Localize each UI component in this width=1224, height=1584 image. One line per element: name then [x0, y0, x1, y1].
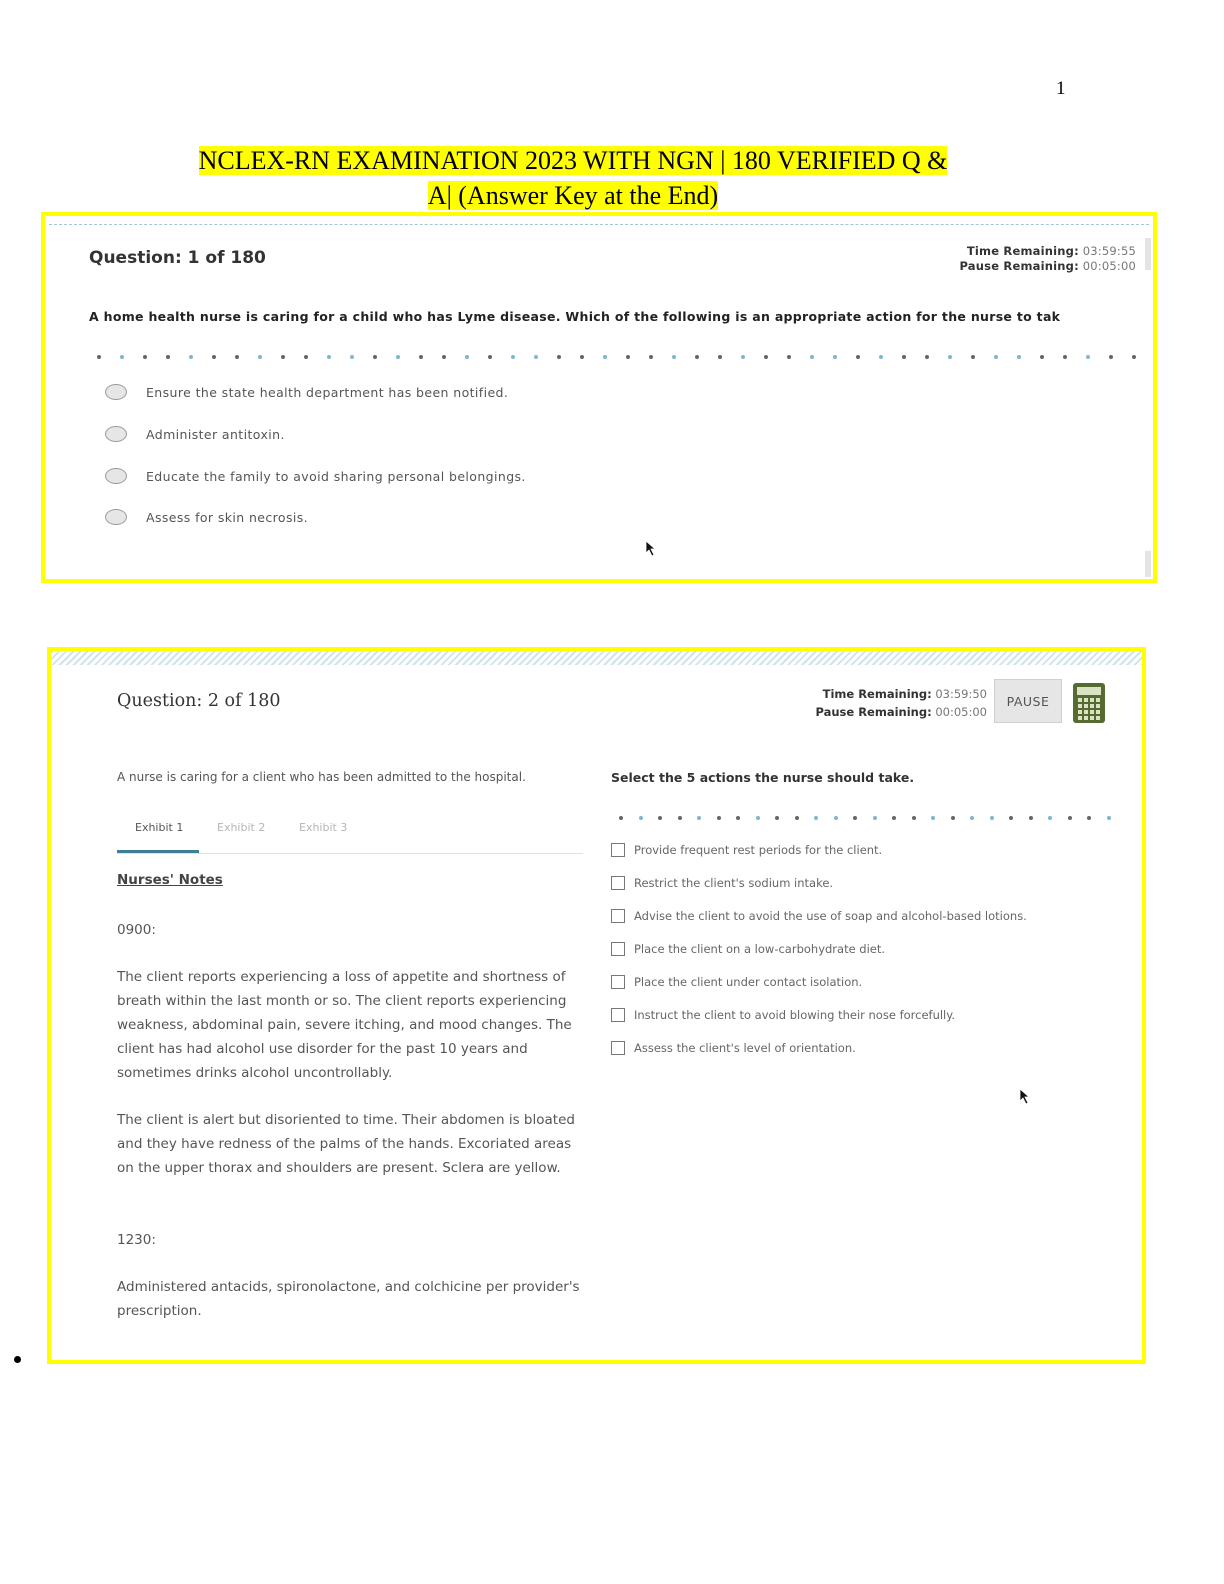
divider-dot [951, 816, 955, 820]
active-tab-indicator [117, 850, 199, 853]
divider-dot [619, 816, 623, 820]
divider-dot [373, 355, 377, 359]
divider-dot [1086, 355, 1090, 359]
divider-dot [736, 816, 740, 820]
divider-dot [603, 355, 607, 359]
pause-remaining-label: Pause Remaining: [815, 705, 932, 719]
tab-exhibit-3[interactable]: Exhibit 3 [299, 821, 348, 834]
pause-remaining-label: Pause Remaining: [959, 259, 1079, 273]
divider-dot [419, 355, 423, 359]
divider-dot [327, 355, 331, 359]
checkbox-option[interactable] [611, 973, 862, 991]
dotted-divider [97, 346, 1155, 365]
divider-dot [795, 816, 799, 820]
radio-button[interactable] [105, 509, 127, 525]
divider-dot [1109, 355, 1113, 359]
divider-dot [304, 355, 308, 359]
divider-dot [948, 355, 952, 359]
radio-button[interactable] [105, 426, 127, 442]
select-instruction: Select the 5 actions the nurse should take. [611, 770, 915, 785]
question-2-screenshot [47, 647, 1146, 1364]
question-stem: A nurse is caring for a client who has been admitted to the hospital. [117, 770, 526, 784]
radio-button[interactable] [105, 384, 127, 400]
exhibit-tabs [117, 817, 583, 854]
answer-option-label: Educate the family to avoid sharing personal belongings. [146, 468, 526, 484]
mouse-cursor-icon [1019, 1088, 1033, 1106]
divider-dot [892, 816, 896, 820]
checkbox[interactable] [611, 1041, 625, 1055]
question-stem: A home health nurse is caring for a child who has Lyme disease. Which of the following is an appropriate action for the nurse to tak [89, 309, 1061, 324]
notes-paragraph: The client is alert but disoriented to time. Their abdomen is bloated and they have redness of the palms of the hands. Excoriated areas on the upper thorax and shoulders are present. Sclera are yellow. [117, 1112, 575, 1176]
notes-paragraph: Administered antacids, spironolactone, and colchicine per provider's prescription. [117, 1279, 580, 1319]
divider-dot [741, 355, 745, 359]
answer-option-label: Ensure the state health department has been notified. [146, 384, 509, 400]
checkbox-option[interactable] [611, 874, 833, 892]
divider-dot [534, 355, 538, 359]
divider-dot [442, 355, 446, 359]
checkbox-option-label: Advise the client to avoid the use of soap and alcohol-based lotions. [634, 909, 1027, 923]
checkbox-option[interactable] [611, 1006, 955, 1024]
bullet-point [14, 1356, 21, 1363]
tab-exhibit-2[interactable]: Exhibit 2 [217, 821, 266, 834]
divider-dot [912, 816, 916, 820]
divider-dot [990, 816, 994, 820]
notes-heading: Nurses' Notes [117, 872, 223, 888]
time-remaining-value: 03:59:55 [1082, 244, 1136, 258]
checkbox-option-label: Provide frequent rest periods for the client. [634, 843, 883, 857]
divider-dot [971, 355, 975, 359]
divider-dot [764, 355, 768, 359]
divider-dot [396, 355, 400, 359]
notes-time: 0900: [117, 922, 156, 938]
divider-dot [488, 355, 492, 359]
divider-dot [189, 355, 193, 359]
divider-dot [258, 355, 262, 359]
divider-dot [1009, 816, 1013, 820]
divider-dot [718, 355, 722, 359]
divider-dot [580, 355, 584, 359]
checkbox[interactable] [611, 843, 625, 857]
divider-dot [970, 816, 974, 820]
divider-dot [814, 816, 818, 820]
answer-option[interactable] [105, 505, 308, 529]
divider-dot [925, 355, 929, 359]
divider-dot [1017, 355, 1021, 359]
checkbox-option-label: Restrict the client's sodium intake. [634, 876, 834, 890]
document-title-line1: NCLEX-RN EXAMINATION 2023 WITH NGN | 180 VERIFIED Q & [198, 146, 948, 175]
checkbox-option-label: Instruct the client to avoid blowing their nose forcefully. [634, 1008, 956, 1022]
divider-dot [465, 355, 469, 359]
divider [49, 224, 1149, 225]
divider-dot [639, 816, 643, 820]
pause-button[interactable]: PAUSE [994, 679, 1062, 723]
answer-option-label: Assess for skin necrosis. [146, 509, 309, 525]
checkbox-option[interactable] [611, 1039, 856, 1057]
checkbox-option-label: Place the client under contact isolation. [634, 975, 863, 989]
divider-dot [212, 355, 216, 359]
page-number: 1 [1056, 78, 1066, 99]
divider-dot [756, 816, 760, 820]
notes-paragraph: The client reports experiencing a loss of appetite and shortness of breath within the last month or so. The client reports experiencing weakness, abdominal pain, severe itching, and mood changes. The client has had alcohol use disorder for the past 10 years and sometimes drinks alcohol uncontrollably. [117, 969, 572, 1081]
divider-dot [931, 816, 935, 820]
divider-dot [97, 355, 101, 359]
divider-dot [1048, 816, 1052, 820]
timer-panel [959, 244, 1136, 274]
answer-option[interactable] [105, 380, 508, 404]
timer-panel [671, 685, 987, 721]
divider-dot [787, 355, 791, 359]
checkbox-option[interactable] [611, 907, 1027, 925]
divider-dot [1063, 355, 1067, 359]
divider-dot [626, 355, 630, 359]
divider-dot [902, 355, 906, 359]
pause-remaining-value: 00:05:00 [1082, 259, 1136, 273]
scrollbar[interactable] [1145, 238, 1151, 270]
divider-dot [281, 355, 285, 359]
checkbox-option-label: Assess the client's level of orientation. [634, 1041, 856, 1055]
checkbox[interactable] [611, 909, 625, 923]
divider-dot [672, 355, 676, 359]
header-stripe [51, 651, 1142, 665]
divider-dot [511, 355, 515, 359]
divider-dot [1132, 355, 1136, 359]
mouse-cursor-icon [645, 540, 659, 558]
tab-exhibit-1[interactable]: Exhibit 1 [135, 821, 184, 834]
divider-dot [678, 816, 682, 820]
divider-dot [697, 816, 701, 820]
divider-dot [1029, 816, 1033, 820]
divider-dot [658, 816, 662, 820]
notes-time: 1230: [117, 1232, 156, 1248]
divider-dot [810, 355, 814, 359]
checkbox-option[interactable] [611, 940, 885, 958]
divider-dot [775, 816, 779, 820]
checkbox-option[interactable] [611, 841, 882, 859]
divider-dot [1040, 355, 1044, 359]
divider-dot [1087, 816, 1091, 820]
checkbox[interactable] [611, 975, 625, 989]
divider-dot [120, 355, 124, 359]
checkbox[interactable] [611, 942, 625, 956]
answer-option-label: Administer antitoxin. [146, 426, 285, 442]
dotted-divider [619, 807, 1126, 826]
divider-dot [1107, 816, 1111, 820]
divider-dot [143, 355, 147, 359]
divider-dot [350, 355, 354, 359]
divider-dot [853, 816, 857, 820]
divider-dot [994, 355, 998, 359]
time-remaining-label: Time Remaining: [966, 244, 1079, 258]
question-counter: Question: 2 of 180 [117, 691, 281, 711]
time-remaining-label: Time Remaining: [822, 687, 932, 701]
divider-dot [235, 355, 239, 359]
pause-remaining-value: 00:05:00 [935, 705, 987, 719]
divider-dot [717, 816, 721, 820]
divider-dot [649, 355, 653, 359]
scrollbar-thumb[interactable] [1145, 551, 1151, 577]
checkbox-option-label: Place the client on a low-carbohydrate diet. [634, 942, 886, 956]
divider-dot [879, 355, 883, 359]
radio-button[interactable] [105, 468, 127, 484]
divider-dot [856, 355, 860, 359]
divider-dot [873, 816, 877, 820]
divider-dot [557, 355, 561, 359]
question-1-screenshot [41, 212, 1157, 583]
divider-dot [1068, 816, 1072, 820]
question-counter: Question: 1 of 180 [89, 248, 266, 268]
document-title [100, 143, 1046, 213]
answer-option[interactable] [105, 422, 285, 446]
checkbox[interactable] [611, 876, 625, 890]
calculator-icon[interactable] [1073, 683, 1105, 723]
checkbox[interactable] [611, 1008, 625, 1022]
answer-option[interactable] [105, 464, 526, 488]
divider-dot [166, 355, 170, 359]
divider-dot [834, 816, 838, 820]
divider-dot [695, 355, 699, 359]
divider-dot [833, 355, 837, 359]
document-title-line2: A| (Answer Key at the End) [427, 181, 719, 210]
time-remaining-value: 03:59:50 [935, 687, 987, 701]
